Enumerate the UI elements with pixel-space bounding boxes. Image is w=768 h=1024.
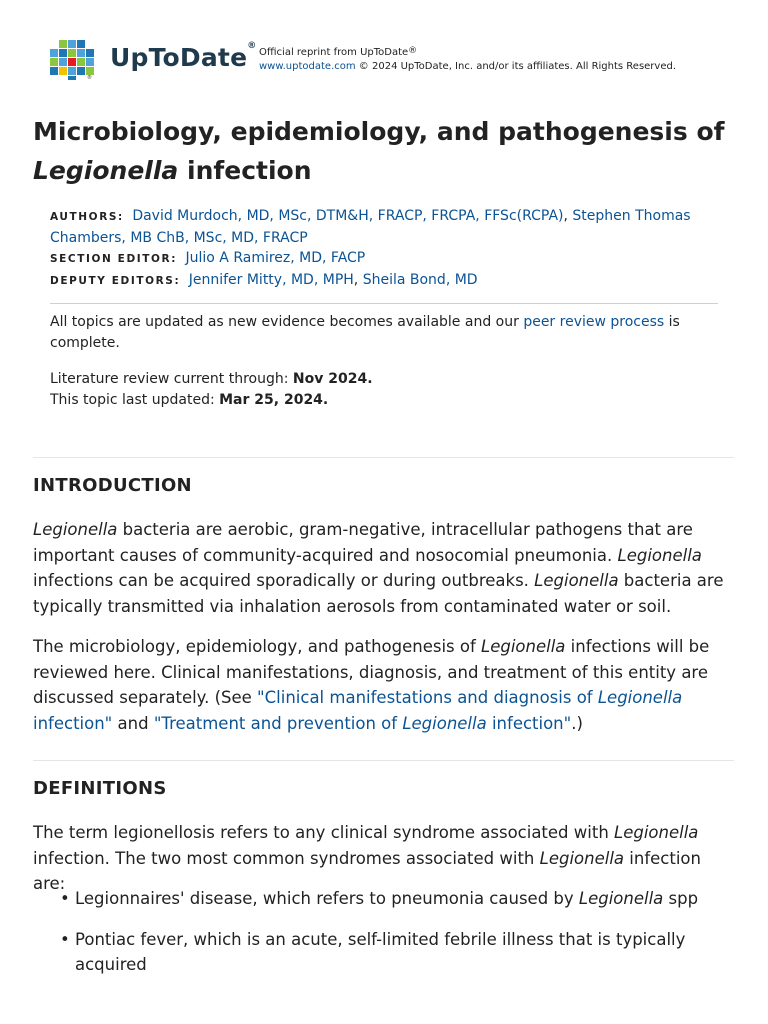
authors-row: AUTHORS: David Murdoch, MD, MSc, DTM&H, FRACP, FRCPA, FFSc(RCPA), Stephen Thomas Chambers, MB ChB, MSc, MD, FRACP <box>50 208 691 246</box>
peer-review-link[interactable]: peer review process <box>523 314 665 330</box>
list-item: • Legionnaires' disease, which refers to pneumonia caused by Legionella spp <box>33 886 733 912</box>
brand-name: UpToDate® <box>110 41 257 72</box>
reprint-header <box>50 40 740 84</box>
deputy-editors-row: DEPUTY EDITORS: Jennifer Mitty, MD, MPH, Sheila Bond, MD <box>50 271 478 288</box>
authors-label: AUTHORS: <box>50 211 124 223</box>
page-title: Microbiology, epidemiology, and pathogenesis of Legionella infection <box>33 117 725 185</box>
byline <box>50 206 710 291</box>
literature-review-date: Literature review current through: Nov 2024. <box>50 371 373 387</box>
svg-text:®: ® <box>87 75 92 80</box>
clinical-manifestations-link[interactable]: "Clinical manifestations and diagnosis of Legionella infection" <box>33 688 683 733</box>
uptodate-site-link[interactable]: www.uptodate.com <box>259 61 356 72</box>
section-editor-row <box>50 248 710 270</box>
divider <box>33 457 734 458</box>
copyright-text: © 2024 UpToDate, Inc. and/or its affiliates. All Rights Reserved. <box>358 61 677 72</box>
uptodate-logo-icon <box>50 40 94 80</box>
last-updated-date: This topic last updated: Mar 25, 2024. <box>50 391 329 408</box>
author-link[interactable]: David Murdoch, MD, MSc, DTM&H, FRACP, FRCPA, FFSc(RCPA) <box>132 208 564 224</box>
topic-meta <box>50 312 680 410</box>
deputy-editor-link[interactable]: Sheila Bond, MD <box>362 271 478 288</box>
introduction-heading: INTRODUCTION <box>33 475 192 496</box>
treatment-prevention-link[interactable]: "Treatment and prevention of Legionella infection" <box>153 713 572 733</box>
section-editor-link[interactable]: Julio A Ramirez, MD, FACP <box>185 250 366 266</box>
section-editor-label: SECTION EDITOR: <box>50 253 178 265</box>
list-item: • Pontiac fever, which is an acute, self-limited febrile illness that is typically acquired <box>33 927 733 978</box>
divider <box>33 760 734 761</box>
introduction-paragraph: The microbiology, epidemiology, and pathogenesis of Legionella infections will be reviewed here. Clinical manifestations, diagnosis, and treatment of this entity are discussed separately. (See "Clinical manifestations and diagnosis of Legionella infection" and "Treatment and prevention of Legionella infection".) <box>33 637 710 733</box>
reprint-notice: Official reprint from UpToDate® www.uptodate.com © 2024 UpToDate, Inc. and/or its affiliates. All Rights Reserved. <box>259 46 677 72</box>
bullet-icon: • <box>60 929 70 949</box>
definitions-heading: DEFINITIONS <box>33 778 167 799</box>
divider <box>50 303 718 304</box>
author-link[interactable]: Stephen Thomas Chambers, MB ChB, MSc, MD, FRACP <box>50 208 691 246</box>
deputy-editors-label: DEPUTY EDITORS: <box>50 274 181 287</box>
introduction-paragraph: Legionella bacteria are aerobic, gram-negative, intracellular pathogens that are important causes of community-acquired and nosocomial pneumonia. Legionella infections can be acquired sporadically or during outbreaks. Legionella bacteria are typically transmitted via inhalation aerosols from contaminated water or soil. <box>33 520 724 616</box>
definitions-paragraph: The term legionellosis refers to any clinical syndrome associated with Legionella infection. The two most common syndromes associated with Legionella infection are: <box>33 823 701 893</box>
syndrome-list <box>33 886 733 993</box>
bullet-icon: • <box>60 889 70 908</box>
peer-review-note: All topics are updated as new evidence becomes available and our peer review process is complete. <box>50 314 680 351</box>
deputy-editor-link[interactable]: Jennifer Mitty, MD, MPH <box>188 271 354 288</box>
